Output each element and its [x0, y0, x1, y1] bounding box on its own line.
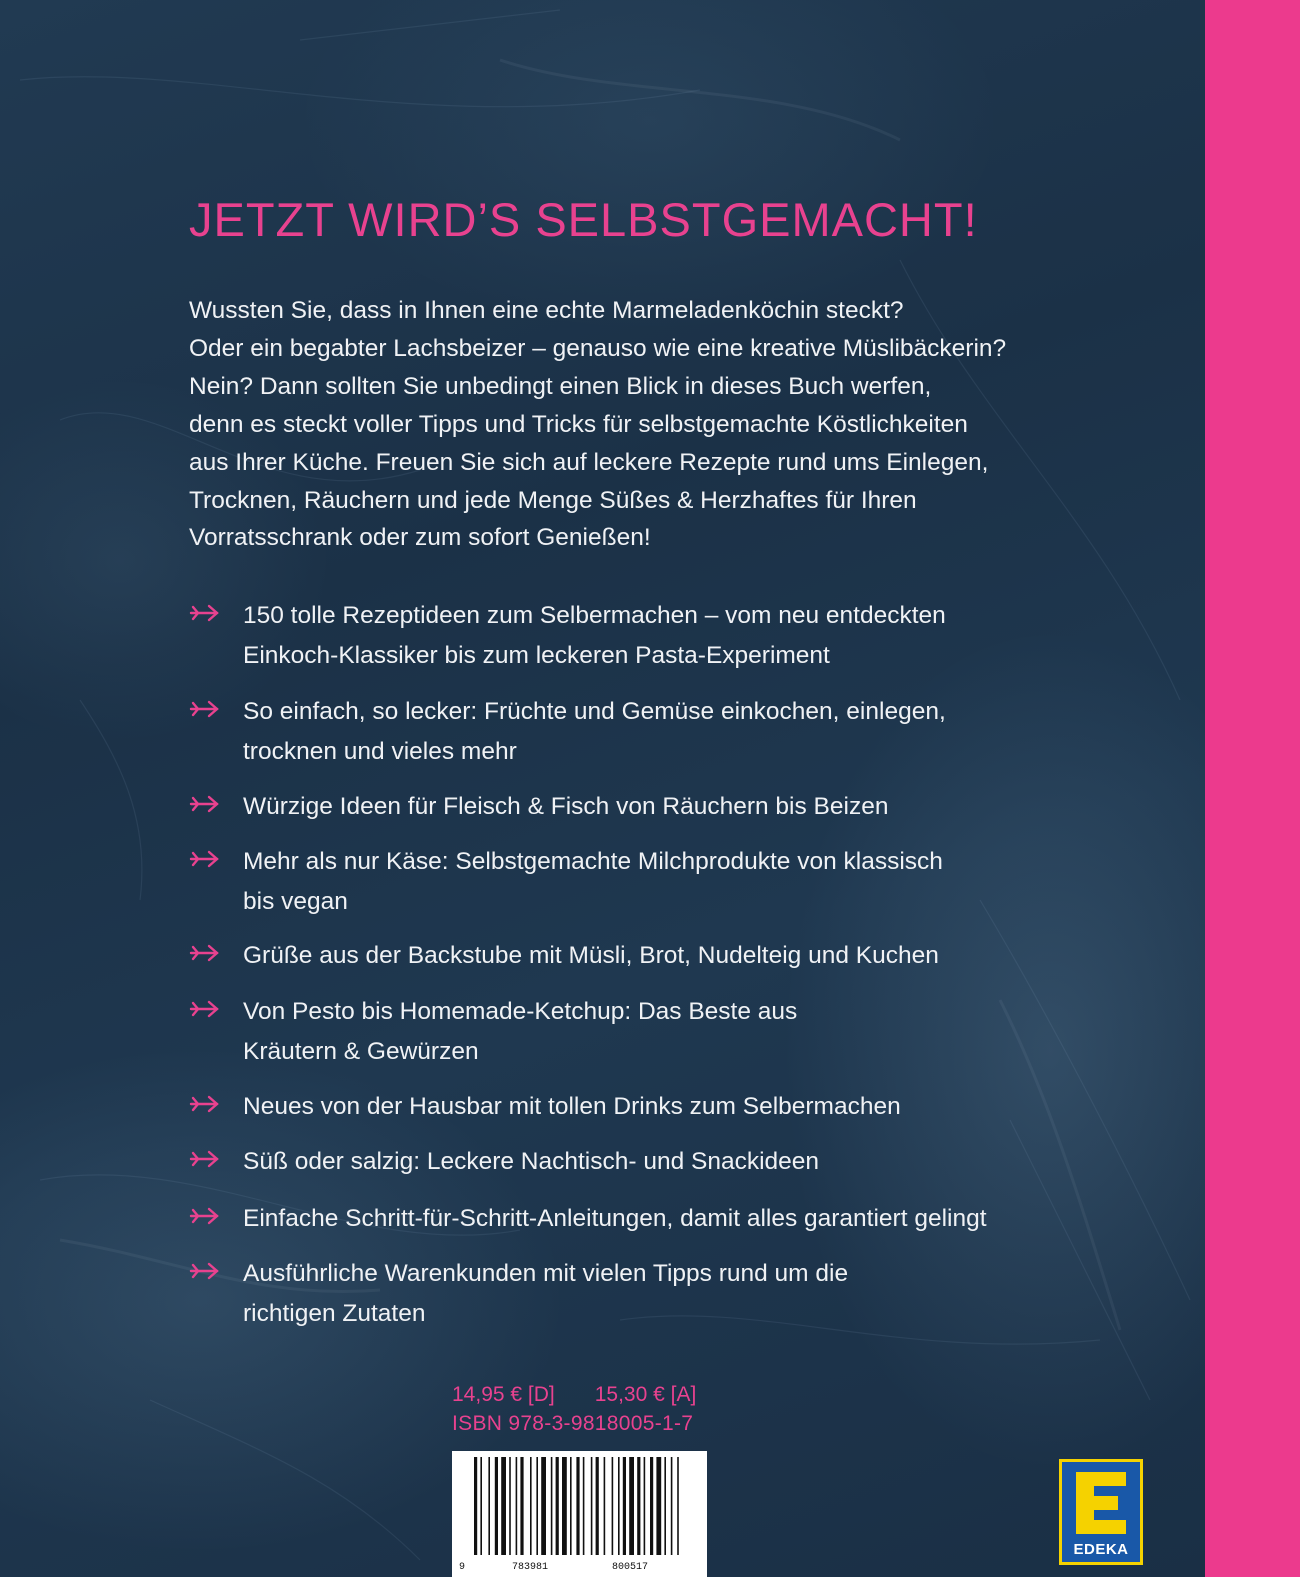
double-arrow-icon	[189, 998, 223, 1020]
feature-text: Neues von der Hausbar mit tollen Drinks zum Selbermachen	[243, 1093, 901, 1120]
feature-text: Mehr als nur Käse: Selbstgemachte Milchprodukte von klassisch	[243, 848, 943, 875]
feature-text: 150 tolle Rezeptideen zum Selbermachen – vom neu entdeckten	[243, 602, 946, 629]
intro-line: Vorratsschrank oder zum sofort Genießen!	[189, 524, 651, 552]
barcode-bar	[664, 1457, 666, 1555]
barcode-bar	[536, 1457, 538, 1555]
feature-item	[189, 596, 1069, 675]
barcode-bar	[474, 1457, 477, 1555]
barcode-bar	[596, 1457, 599, 1555]
barcode-bar	[570, 1457, 572, 1555]
barcode-bar	[576, 1457, 579, 1555]
barcode-bar	[583, 1457, 585, 1555]
edeka-wordmark: EDEKA	[1073, 1541, 1129, 1558]
intro-line: Trocknen, Räuchern und jede Menge Süßes & Herzhaftes für Ihren	[189, 486, 917, 514]
feature-text: Süß oder salzig: Leckere Nachtisch- und Snackideen	[243, 1148, 820, 1175]
intro-paragraph	[189, 292, 1049, 557]
pink-spine-band	[1205, 0, 1300, 1577]
barcode-bar	[656, 1457, 661, 1555]
feature-item	[189, 787, 1069, 827]
feature-text: Ausführliche Warenkunden mit vielen Tipps rund um die	[243, 1260, 849, 1287]
edeka-e-icon	[1070, 1468, 1132, 1538]
double-arrow-icon	[189, 1148, 223, 1170]
price-info	[452, 1380, 696, 1438]
barcode-bar	[495, 1457, 498, 1555]
feature-item	[189, 1254, 1069, 1333]
barcode-bar	[488, 1457, 490, 1555]
double-arrow-icon	[189, 942, 223, 964]
feature-item	[189, 1087, 1069, 1127]
barcode-bar	[618, 1457, 620, 1555]
intro-line: Wussten Sie, dass in Ihnen eine echte Marmeladenköchin steckt?	[189, 297, 904, 324]
intro-line: denn es steckt voller Tipps und Tricks für selbstgemachte Köstlichkeiten	[189, 410, 968, 438]
price-austria: 15,30 € [A]	[594, 1383, 697, 1406]
barcode-bar	[604, 1457, 606, 1555]
price-germany: 14,95 € [D]	[452, 1383, 555, 1406]
barcode-bar	[677, 1457, 679, 1555]
barcode-bar	[562, 1457, 567, 1555]
barcode-bar	[612, 1457, 614, 1555]
barcode-bar	[530, 1457, 532, 1555]
double-arrow-icon	[189, 1260, 223, 1282]
feature-text: So einfach, so lecker: Früchte und Gemüse einkochen, einlegen,	[243, 698, 946, 725]
double-arrow-icon	[189, 1205, 223, 1227]
headline: JETZT WIRD’S SELBSTGEMACHT!	[189, 193, 978, 246]
isbn-number: ISBN 978-3-9818005-1-7	[452, 1412, 694, 1435]
barcode-bar	[556, 1457, 559, 1555]
double-arrow-icon	[189, 793, 223, 815]
feature-item	[189, 992, 1069, 1071]
feature-text: bis vegan	[243, 887, 348, 915]
feature-text: richtigen Zutaten	[243, 1299, 426, 1327]
barcode-bar	[551, 1457, 553, 1555]
barcode-bar	[516, 1457, 518, 1555]
barcode-bar	[650, 1457, 653, 1555]
barcode-first-digit: 9	[459, 1562, 466, 1573]
double-arrow-icon	[189, 698, 223, 720]
barcode-bar	[541, 1457, 546, 1555]
feature-text: Einkoch-Klassiker bis zum leckeren Pasta-Experiment	[243, 641, 830, 669]
feature-text: Grüße aus der Backstube mit Müsli, Brot, Nudelteig und Kuchen	[243, 942, 939, 969]
intro-line: Nein? Dann sollten Sie unbedingt einen Blick in dieses Buch werfen,	[189, 372, 932, 400]
barcode-bar	[480, 1457, 482, 1555]
barcode-left-digits: 783981	[512, 1562, 549, 1573]
feature-item	[189, 1199, 1069, 1239]
barcode-bar	[671, 1457, 673, 1555]
intro-line: aus Ihrer Küche. Freuen Sie sich auf leckere Rezepte rund ums Einlegen,	[189, 448, 989, 476]
intro-line: Oder ein begabter Lachsbeizer – genauso wie eine kreative Müslibäckerin?	[189, 334, 1007, 362]
feature-text: Würzige Ideen für Fleisch & Fisch von Räuchern bis Beizen	[243, 793, 889, 820]
feature-text: trocknen und vieles mehr	[243, 737, 517, 765]
barcode	[452, 1451, 707, 1577]
barcode-bar	[591, 1457, 593, 1555]
barcode-bar	[623, 1457, 626, 1555]
barcode-bar	[520, 1457, 523, 1555]
double-arrow-icon	[189, 848, 223, 870]
double-arrow-icon	[189, 1093, 223, 1115]
feature-item	[189, 936, 1069, 976]
barcode-bar	[509, 1457, 511, 1555]
double-arrow-icon	[189, 602, 223, 624]
feature-text: Von Pesto bis Homemade-Ketchup: Das Beste aus	[243, 998, 798, 1025]
barcode-bar	[637, 1457, 640, 1555]
feature-item	[189, 1142, 1069, 1182]
feature-text: Kräutern & Gewürzen	[243, 1037, 479, 1065]
barcode-bar	[501, 1457, 506, 1555]
feature-item	[189, 842, 1069, 921]
barcode-right-digits: 800517	[612, 1562, 649, 1573]
barcode-bar	[644, 1457, 646, 1555]
barcode-bar	[629, 1457, 634, 1555]
feature-item	[189, 692, 1069, 771]
barcode-bars	[452, 1451, 707, 1561]
edeka-logo	[1059, 1459, 1143, 1565]
feature-text: Einfache Schritt-für-Schritt-Anleitungen, damit alles garantiert gelingt	[243, 1205, 987, 1232]
